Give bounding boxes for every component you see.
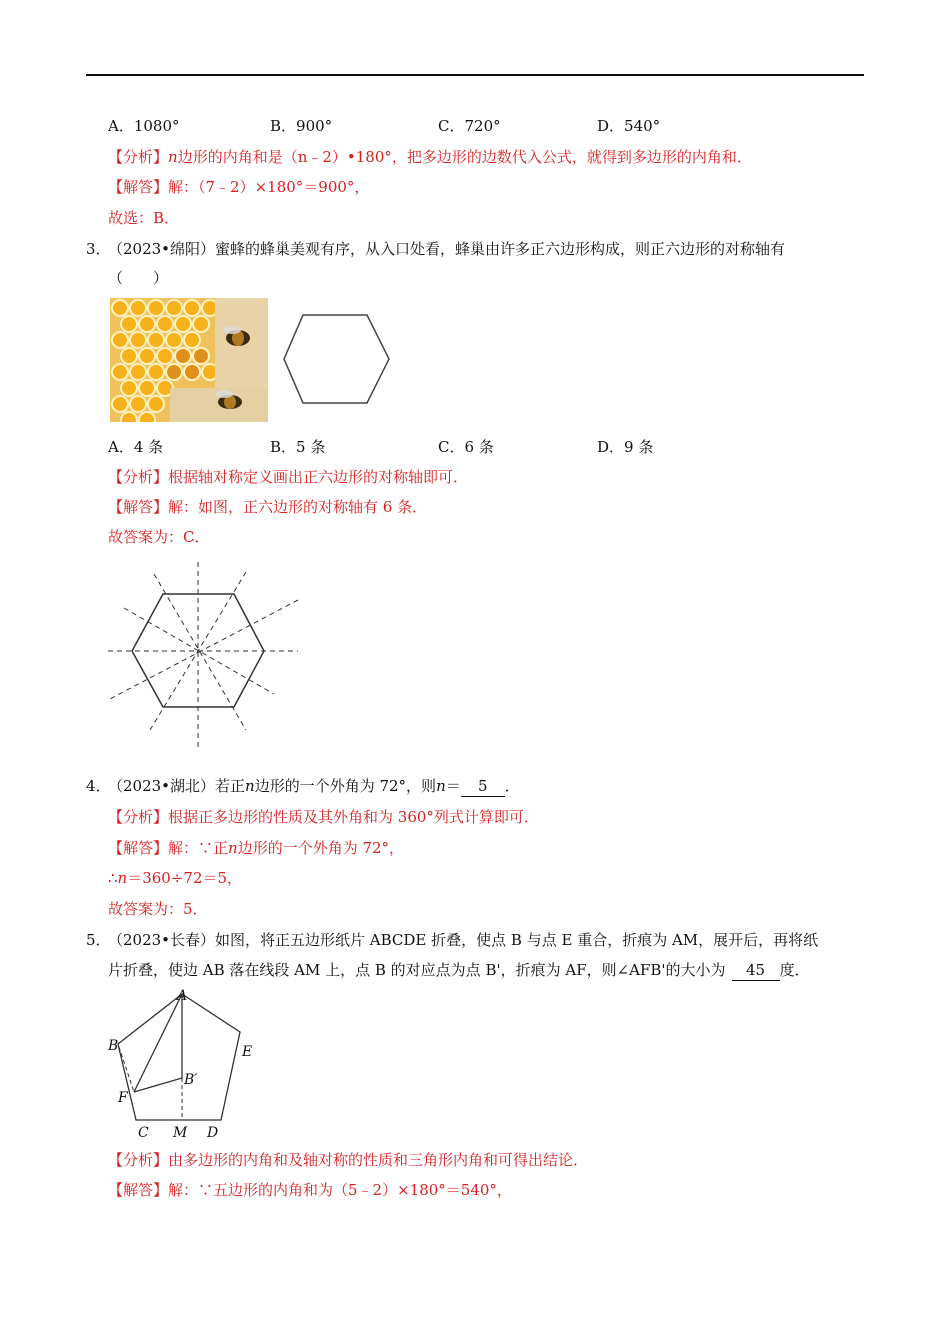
q2-analysis	[108, 147, 752, 167]
q3-option-a[interactable]: A．4 条	[108, 438, 164, 456]
answer-text: 解：（7﹣2）×180°＝900°，	[168, 178, 370, 196]
q4-analysis	[108, 807, 539, 827]
var-n: n	[228, 839, 238, 857]
analysis-tag: 【分析】	[108, 148, 169, 166]
analysis-tag: 【分析】	[108, 468, 169, 486]
label-b: B	[108, 1038, 119, 1054]
q5-number: 5．	[86, 931, 111, 949]
analysis-tag: 【分析】	[108, 808, 169, 826]
q3-analysis	[108, 467, 468, 487]
q3-answer	[108, 497, 427, 517]
stem-b: 边形的一个外角为 72°，则	[254, 777, 437, 795]
q2-option-b[interactable]: B．900°	[270, 117, 333, 135]
analysis-text: 边形的内角和是（n﹣2）•180°，把多边形的边数代入公式，就得到多边形的内角和．	[177, 148, 752, 166]
analysis-tag: 【分析】	[108, 1151, 169, 1169]
q5-analysis	[108, 1150, 588, 1170]
label-b-prime: B′	[184, 1072, 198, 1088]
q4-number: 4．	[86, 777, 111, 795]
label-a: A	[177, 988, 188, 1004]
answer-tag: 【解答】	[108, 178, 169, 196]
q3-option-d[interactable]: D．9 条	[597, 438, 654, 456]
q5-answer	[108, 1180, 512, 1200]
q2-option-c[interactable]: C．720°	[438, 117, 501, 135]
honeycomb-photo	[110, 298, 268, 422]
answer-blank[interactable]: 45	[732, 960, 780, 981]
q2-answer	[108, 177, 369, 197]
q3-stem-line2: （ ）	[108, 269, 169, 287]
q5-stem-line2	[108, 960, 810, 981]
answer-blank[interactable]: 5	[461, 776, 505, 797]
var-n: n	[117, 869, 128, 887]
answer-b: 边形的一个外角为 72°，	[237, 839, 405, 857]
hexagon-symmetry-axes-figure	[106, 560, 306, 760]
q5-stem-line1: （2023•长春）如图，将正五边形纸片 ABCDE 折叠，使点 B 与点 E 重合，折痕为 AM，展开后，再将纸	[108, 931, 819, 949]
q4-answer	[108, 838, 404, 858]
answer-tag: 【解答】	[108, 839, 169, 857]
analysis-text: 由多边形的内角和及轴对称的性质和三角形内角和可得出结论．	[168, 1151, 589, 1169]
stem-end: ．	[504, 777, 520, 795]
answer-tag: 【解答】	[108, 1181, 169, 1199]
q3-stem-line1: （2023•绵阳）蜜蜂的蜂巢美观有序，从入口处看，蜂巢由许多正六边形构成，则正六边形的对称轴有	[108, 240, 786, 258]
header-rule	[86, 74, 864, 76]
q4-line2	[108, 868, 242, 888]
label-f: F	[118, 1090, 128, 1106]
q3-option-c[interactable]: C．6 条	[438, 438, 494, 456]
q2-choice: 故选：B．	[108, 209, 180, 227]
q2-option-a[interactable]: A．1080°	[108, 117, 180, 135]
q3-final: 故答案为：C．	[108, 528, 210, 546]
pentagon-fold-figure	[104, 984, 274, 1144]
stem-line2-a: 片折叠，使边 AB 落在线段 AM 上，点 B 的对应点为点 B'，折痕为 AF，则∠AFB'的大小为	[108, 961, 726, 979]
var-n: n	[436, 777, 446, 795]
calc: ＝360÷72＝5，	[127, 869, 243, 887]
answer-tag: 【解答】	[108, 498, 169, 516]
label-d: D	[207, 1125, 219, 1141]
therefore: ∴	[108, 869, 118, 887]
analysis-text: 根据轴对称定义画出正六边形的对称轴即可．	[168, 468, 469, 486]
q3-option-b[interactable]: B．5 条	[270, 438, 326, 456]
stem-a: （2023•湖北）若正	[108, 777, 246, 795]
label-e: E	[242, 1044, 253, 1060]
answer-text: 解：∵五边形的内角和为（5﹣2）×180°＝540°，	[168, 1181, 512, 1199]
analysis-text: 根据正多边形的性质及其外角和为 360°列式计算即可．	[168, 808, 539, 826]
stem-line2-b: 度．	[779, 961, 810, 979]
q3-number: 3．	[86, 240, 111, 258]
q2-option-d[interactable]: D．540°	[597, 117, 661, 135]
var-n: n	[168, 148, 178, 166]
answer-a: 解：∵正	[168, 839, 229, 857]
answer-text: 解：如图，正六边形的对称轴有 6 条．	[168, 498, 428, 516]
q4-final: 故答案为：5．	[108, 900, 208, 918]
q4-stem	[108, 776, 520, 797]
label-c: C	[138, 1125, 149, 1141]
stem-c: ＝	[445, 777, 461, 795]
var-n: n	[245, 777, 255, 795]
label-m: M	[173, 1125, 188, 1141]
hexagon-figure	[282, 314, 392, 404]
